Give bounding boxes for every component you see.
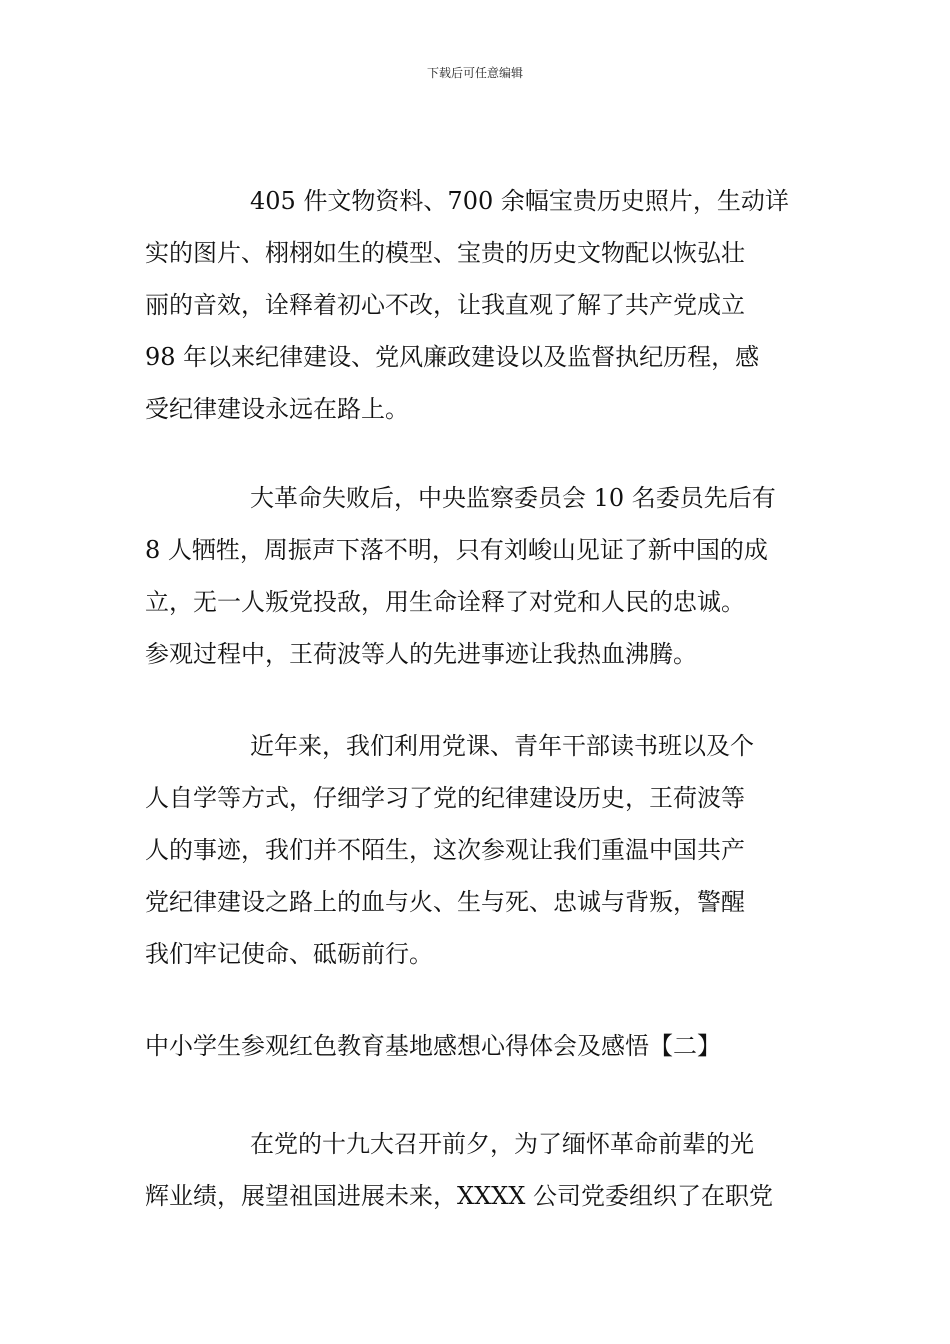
paragraph-line: 实的图片、栩栩如生的模型、宝贵的历史文物配以恢弘壮 bbox=[145, 239, 745, 267]
body-paragraph-4 bbox=[145, 1118, 805, 1222]
paragraph-line: 大革命失败后，中央监察委员会 10 名委员先后有 bbox=[250, 484, 776, 512]
paragraph-line: 8 人牺牲，周振声下落不明，只有刘峻山见证了新中国的成 bbox=[145, 536, 768, 564]
paragraph-line: 405 件文物资料、700 余幅宝贵历史照片，生动详 bbox=[250, 187, 789, 215]
paragraph-line: 受纪律建设永远在路上。 bbox=[145, 395, 409, 423]
paragraph-line: 辉业绩，展望祖国进展未来，XXXX 公司党委组织了在职党 bbox=[145, 1182, 773, 1210]
paragraph-line: 立，无一人叛党投敌，用生命诠释了对党和人民的忠诚。 bbox=[145, 588, 745, 616]
paragraph-line: 参观过程中，王荷波等人的先进事迹让我热血沸腾。 bbox=[145, 640, 697, 668]
paragraph-line: 人的事迹，我们并不陌生，这次参观让我们重温中国共产 bbox=[145, 836, 745, 864]
body-paragraph-1 bbox=[145, 175, 805, 435]
section-heading: 中小学生参观红色教育基地感想心得体会及感悟【二】 bbox=[145, 1032, 721, 1060]
paragraph-line: 人自学等方式，仔细学习了党的纪律建设历史，王荷波等 bbox=[145, 784, 745, 812]
paragraph-line: 我们牢记使命、砥砺前行。 bbox=[145, 940, 433, 968]
body-paragraph-2 bbox=[145, 472, 805, 680]
paragraph-line: 党纪律建设之路上的血与火、生与死、忠诚与背叛，警醒 bbox=[145, 888, 745, 916]
paragraph-line: 在党的十九大召开前夕，为了缅怀革命前辈的光 bbox=[250, 1130, 754, 1158]
paragraph-line: 98 年以来纪律建设、党风廉政建设以及监督执纪历程，感 bbox=[145, 343, 760, 371]
paragraph-line: 近年来，我们利用党课、青年干部读书班以及个 bbox=[250, 732, 754, 760]
paragraph-line: 丽的音效，诠释着初心不改，让我直观了解了共产党成立 bbox=[145, 291, 745, 319]
body-paragraph-3 bbox=[145, 720, 805, 980]
page-header-note: 下载后可任意编辑 bbox=[426, 66, 523, 80]
